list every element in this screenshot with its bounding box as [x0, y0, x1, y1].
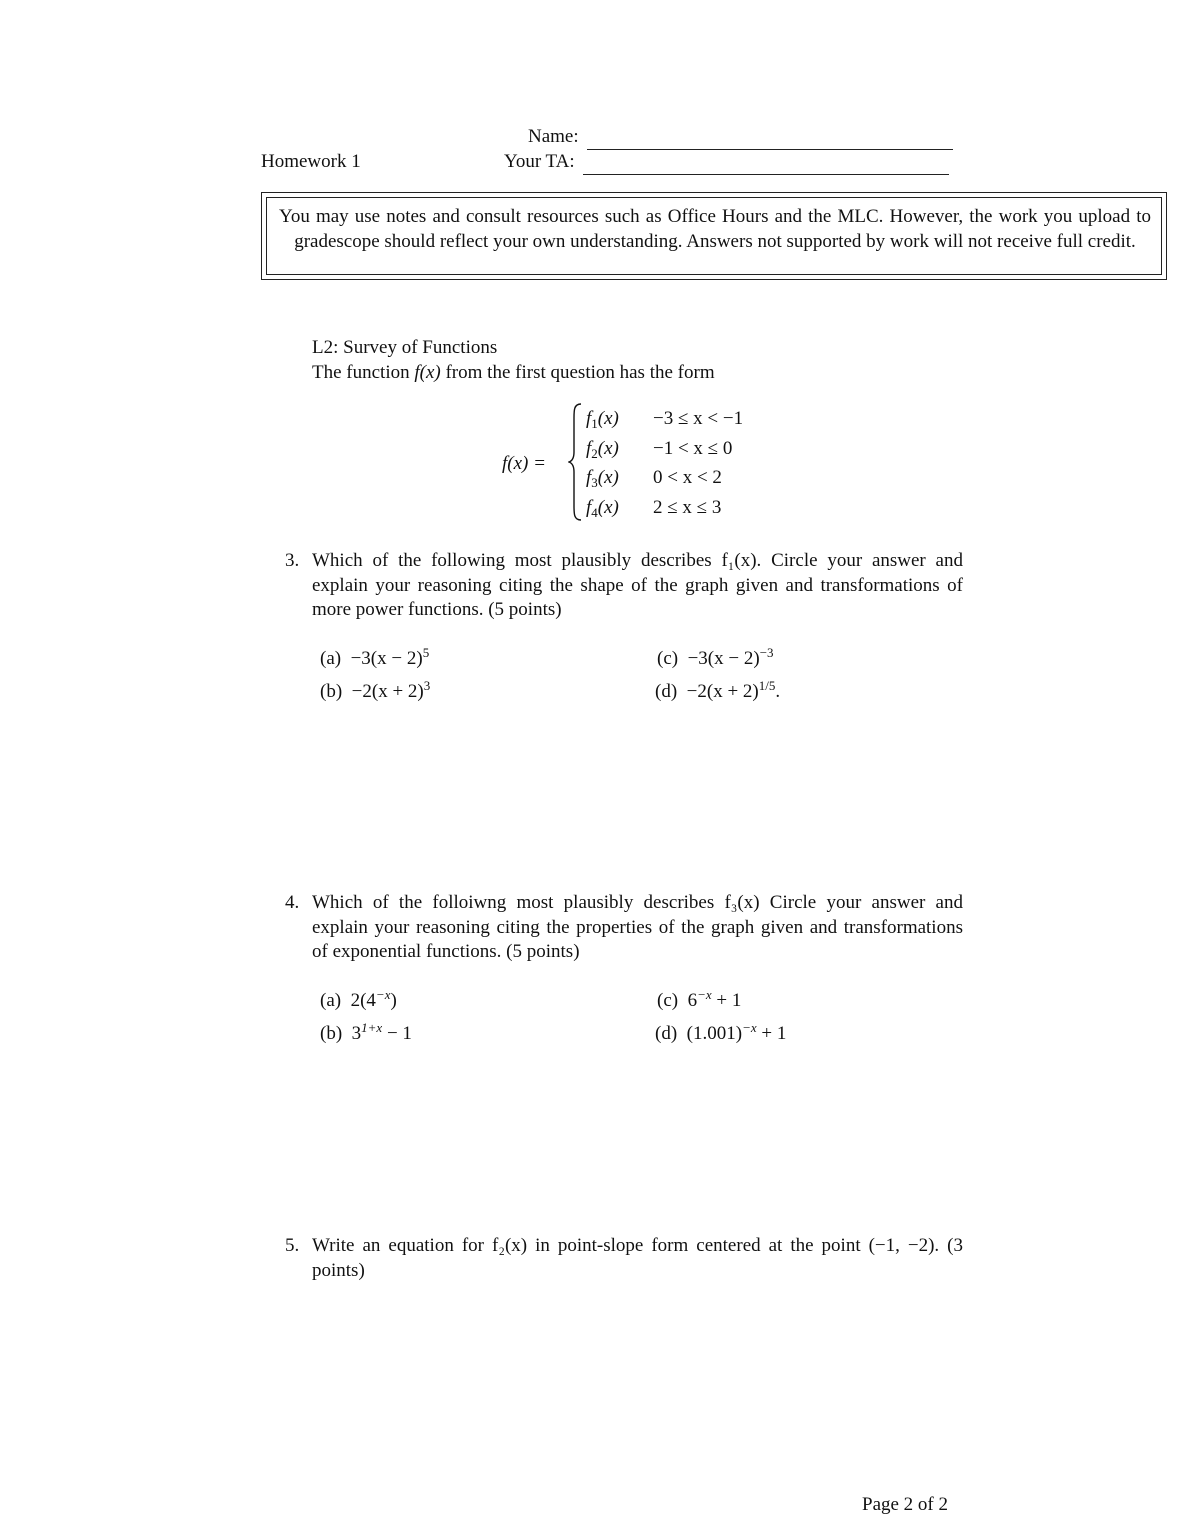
option-4d[interactable]: (d) $(1.001)^{-x} + 1$: [655, 1020, 787, 1044]
course-title: Homework 1: [261, 151, 361, 172]
option-4b[interactable]: (b) $3^{1+x} - 1$: [320, 1020, 412, 1044]
question-number: 3.: [285, 550, 300, 571]
question-5: [285, 1234, 963, 1283]
name-field[interactable]: [587, 131, 953, 150]
brace-icon: [568, 402, 582, 522]
option-3a[interactable]: $(a) -3(x - 2)^5$: [320, 645, 430, 669]
notice-text: You may use notes and consult resources such as Office Hours and the MLC. However, the work you upload to gradescope should reflect your own understanding. Answers not supported by work will not receive full credit.: [266, 197, 1162, 275]
option-3c[interactable]: $(c) -3(x - 2)^{-3}$: [657, 645, 774, 669]
question-text: Write an equation for f₂(x) in point-slope form centered at the point (−1, −2). (3 points): [312, 1235, 963, 1281]
piece-fn-3: $f_3(x)$: [586, 467, 619, 490]
question-number: 4.: [285, 892, 300, 913]
piece-cond-4: 2 ≤ x ≤ 3: [653, 497, 722, 518]
question-text: Which of the following most plausibly describes f₁(x). Circle your answer and explain your reasoning citing the shape of the graph given and transformations of more power functions. (5 points): [312, 550, 963, 620]
name-row: [528, 125, 953, 150]
intro-pre: The function: [312, 362, 415, 383]
name-label: Name:: [528, 126, 579, 147]
intro-post: from the first question has the form: [440, 362, 715, 383]
section-title: L2: Survey of Functions: [312, 337, 498, 358]
option-3d[interactable]: $(d) -2(x + 2)^{1/5}$.: [655, 678, 781, 702]
intro-fx: f(x): [414, 362, 441, 383]
piece-fn-2: $f_2(x)$: [586, 438, 619, 461]
ta-row: [504, 150, 949, 175]
page-number: Page 2 of 2: [862, 1494, 949, 1515]
question-text: Which of the folloiwng most plausibly describes f₃(x) Circle your answer and explain your reasoning citing the properties of the graph given and transformations of exponential functions. (5 points): [312, 892, 963, 962]
piece-cond-3: 0 < x < 2: [653, 467, 722, 488]
option-4a[interactable]: (a) $2(4^{-x})$: [320, 987, 397, 1011]
piecewise-lhs: f(x) =: [502, 453, 546, 474]
notice-box: [261, 192, 1167, 280]
piece-fn-4: $f_4(x)$: [586, 497, 619, 520]
question-number: 5.: [285, 1235, 300, 1256]
piece-cond-1: −3 ≤ x < −1: [653, 408, 744, 429]
option-3b[interactable]: $(b) -2(x + 2)^3$: [320, 678, 431, 702]
ta-label: Your TA:: [504, 151, 575, 172]
ta-field[interactable]: [583, 156, 949, 175]
section-intro: [312, 361, 715, 386]
question-4: [285, 891, 963, 965]
piece-cond-2: −1 < x ≤ 0: [653, 438, 733, 459]
option-4c[interactable]: (c) $6^{-x} + 1$: [657, 987, 742, 1011]
question-3: [285, 549, 963, 623]
piece-fn-1: $f_1(x)$: [586, 408, 619, 431]
